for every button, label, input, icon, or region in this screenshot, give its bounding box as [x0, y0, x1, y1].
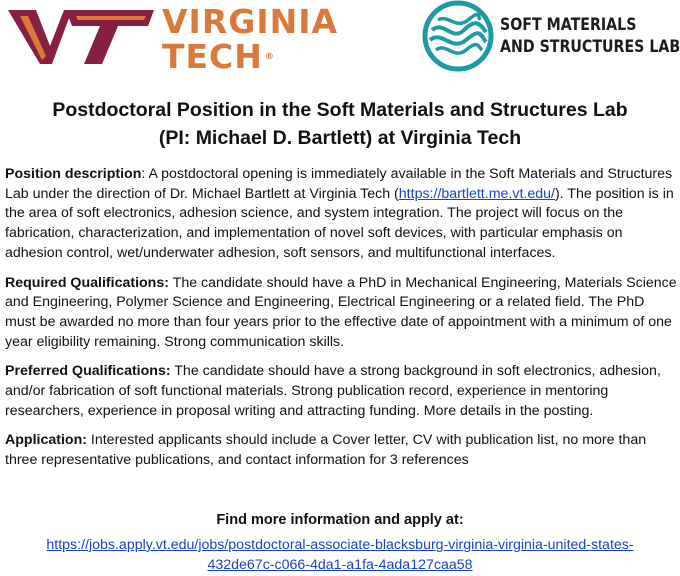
- vt-wordmark-line1: VIRGINIA: [162, 2, 339, 41]
- lab-wordmark-line2: AND STRUCTURES LAB: [500, 37, 680, 56]
- required-qualifications-heading: Required Qualifications:: [5, 274, 169, 291]
- lab-website-link[interactable]: https://bartlett.me.vt.edu/: [398, 185, 555, 202]
- lab-emblem-icon: [422, 0, 494, 72]
- virginia-tech-logo: [6, 2, 339, 76]
- job-posting-link-line-1[interactable]: https://jobs.apply.vt.edu/jobs/postdoctoral-associate-blacksburg-virginia-virginia-united-states-: [46, 537, 634, 553]
- position-description-paragraph: [5, 165, 677, 264]
- header: [0, 0, 680, 90]
- preferred-qualifications-paragraph: [5, 362, 677, 421]
- vt-wordmark-line2: TECH: [162, 37, 263, 76]
- registered-mark: ®: [264, 52, 275, 62]
- page-title: [0, 96, 680, 152]
- application-heading: Application:: [5, 432, 87, 449]
- document-body: [5, 165, 677, 481]
- title-line-1: Postdoctoral Position in the Soft Materials and Structures Lab: [52, 99, 628, 121]
- title-line-2: (PI: Michael D. Bartlett) at Virginia Tech: [158, 127, 522, 149]
- lab-wordmark: [500, 14, 680, 58]
- application-paragraph: [5, 431, 677, 470]
- preferred-qualifications-heading: Preferred Qualifications:: [5, 363, 171, 380]
- position-description-text-2: ). The position is in the area of soft electronics, adhesion science, and system integration. The project will focus on the fabrication, characterization, and implementation of novel soft devices, with particular emphasis on adhesion control, wet/underwater adhesion, soft sensors, and multifunctional interfaces.: [5, 185, 674, 261]
- required-qualifications-paragraph: [5, 274, 677, 353]
- soft-materials-lab-logo: [422, 0, 680, 80]
- preferred-qualifications-text: The candidate should have a strong background in soft electronics, adhesion, and/or fabrication of soft functional materials. Strong publication record, experience in mentoring researchers, experience in proposal writing and attracting funding. More details in the posting.: [5, 363, 661, 419]
- job-posting-link-line-2[interactable]: 432de67c-c066-4da1-a1fa-4ada127caa58: [207, 556, 473, 573]
- required-qualifications-text: The candidate should have a PhD in Mechanical Engineering, Materials Science and Engineering, Polymer Science and Engineering, Electrical Engineering or a related field. The PhD must be awarded no more than four years prior to the effective date of appointment with a minimum of one year eligibility remaining. Strong communication skills.: [5, 274, 677, 350]
- apply-heading: Find more information and apply at:: [216, 512, 464, 528]
- virginia-tech-wordmark: [162, 4, 338, 74]
- lab-wordmark-line1: SOFT MATERIALS: [500, 15, 637, 34]
- vt-monogram-icon: [6, 6, 156, 68]
- position-description-text-1: : A postdoctoral opening is immediately available in the Soft Materials and Structures Lab under the direction of Dr. Michael Bartlett at Virginia Tech (: [5, 166, 673, 202]
- application-text: Interested applicants should include a Cover letter, CV with publication list, no more than three representative publications, and contact information for 3 references: [5, 432, 647, 469]
- position-description-heading: Position description: [5, 166, 142, 182]
- job-posting-link[interactable]: [0, 536, 680, 575]
